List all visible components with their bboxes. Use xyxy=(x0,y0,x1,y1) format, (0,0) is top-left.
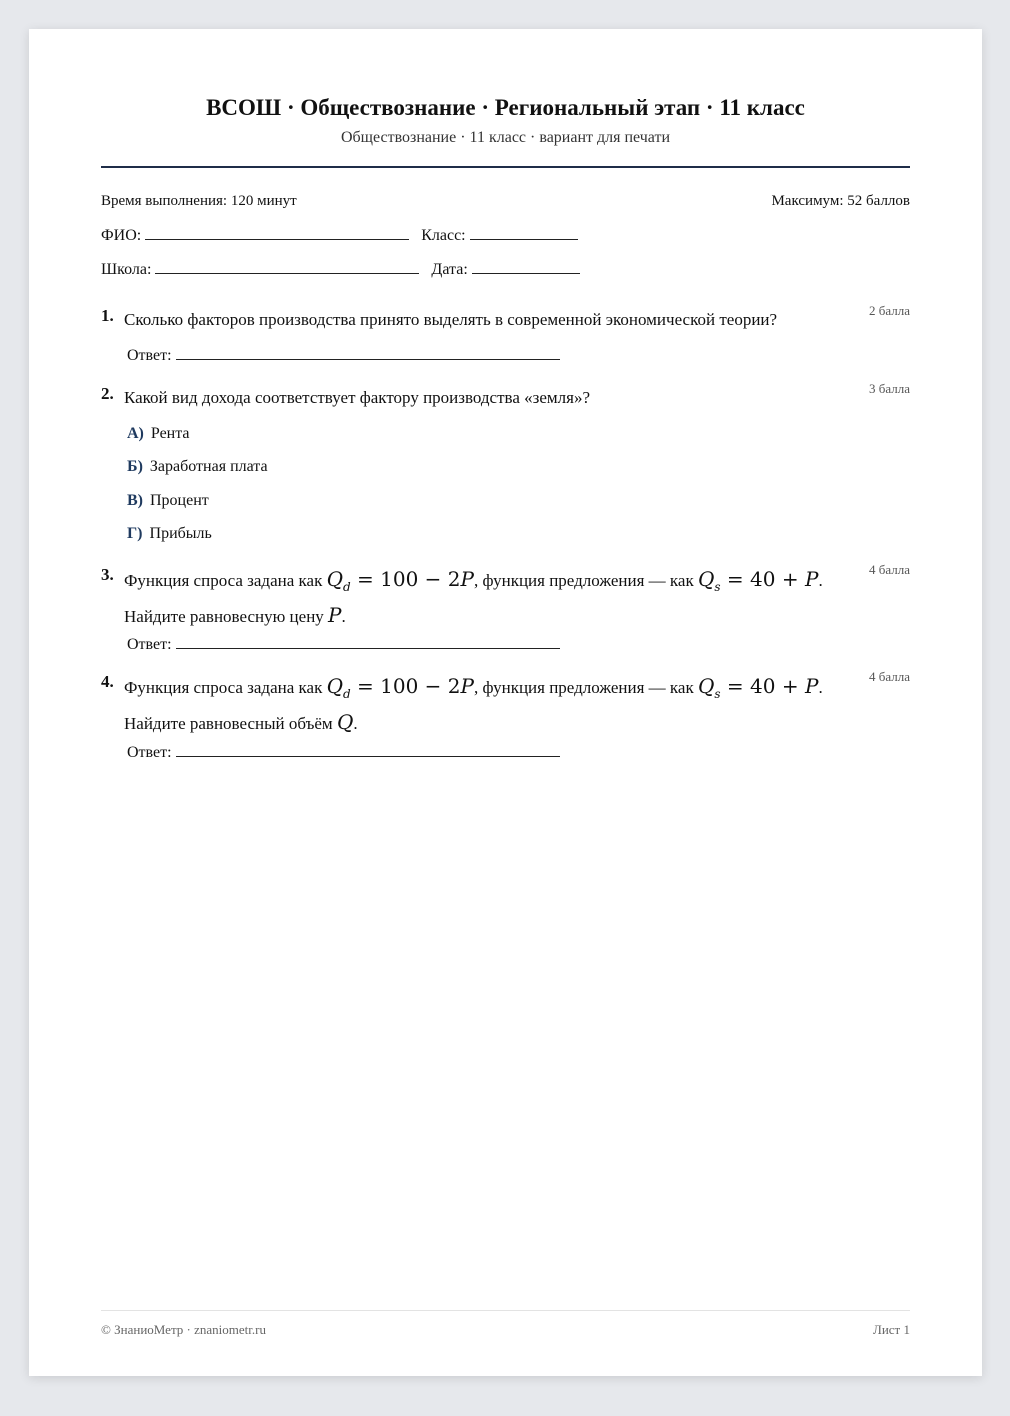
question-points: 2 балла xyxy=(869,303,910,318)
option-c[interactable] xyxy=(127,492,209,510)
supply-formula: $Q_s = 40 + P$ xyxy=(697,567,819,594)
option-text: Рента xyxy=(150,425,190,442)
exam-sheet xyxy=(29,29,982,1376)
option-text: Прибыль xyxy=(149,525,212,542)
page-footer xyxy=(101,1322,910,1338)
answer-label: Ответ: xyxy=(127,636,172,653)
meta-row xyxy=(101,193,910,210)
option-a[interactable] xyxy=(127,425,190,443)
answer-field[interactable] xyxy=(176,742,560,757)
question-points: 4 балла xyxy=(869,669,910,684)
question-points: 4 балла xyxy=(869,562,910,577)
question-number: 2. xyxy=(101,384,114,403)
variable-p: P xyxy=(328,603,342,627)
question-text: Сколько факторов производства принято выделять в современной экономической теории? xyxy=(124,310,778,329)
demand-formula: $Q_d = 100 - 2P$ xyxy=(326,567,474,594)
question-text: Функция спроса задана как $Q_d = 100 - 2P$, функция предложения — как $Q_s = 40 + P$. Найдите равновесный объём Q. xyxy=(124,674,823,734)
option-letter: В) xyxy=(127,492,143,509)
class-field[interactable] xyxy=(470,225,578,240)
demand-formula: $Q_d = 100 - 2P$ xyxy=(326,674,474,701)
question-3 xyxy=(101,562,910,631)
question-4 xyxy=(101,669,910,738)
option-d[interactable] xyxy=(127,525,212,543)
answer-field[interactable] xyxy=(176,634,560,649)
answer-1 xyxy=(127,345,560,365)
option-b[interactable] xyxy=(127,458,268,476)
question-text: Функция спроса задана как $Q_d = 100 - 2P$, функция предложения — как $Q_s = 40 + P$. Найдите равновесную цену P. xyxy=(124,567,823,627)
variable-q: Q xyxy=(336,710,354,734)
answer-4 xyxy=(127,742,560,762)
date-label: Дата: xyxy=(431,261,468,278)
date-field[interactable] xyxy=(472,259,580,274)
answer-label: Ответ: xyxy=(127,744,172,761)
option-text: Процент xyxy=(150,492,209,509)
question-number: 1. xyxy=(101,306,114,325)
question-1 xyxy=(101,303,910,334)
time-limit: Время выполнения: 120 минут xyxy=(101,193,297,209)
question-text-part: Найдите равновесную цену xyxy=(124,607,324,626)
question-2 xyxy=(101,381,910,412)
answer-3 xyxy=(127,634,560,654)
question-text: Какой вид дохода соответствует фактору производства «земля»? xyxy=(124,388,590,407)
answer-label: Ответ: xyxy=(127,347,172,364)
max-score: Максимум: 52 баллов xyxy=(771,193,910,209)
fio-label: ФИО: xyxy=(101,227,142,244)
class-label: Класс: xyxy=(421,227,466,244)
header-divider xyxy=(101,166,910,168)
school-field[interactable] xyxy=(155,259,419,274)
school-date-row xyxy=(101,259,580,279)
option-letter: Б) xyxy=(127,458,143,475)
question-number: 3. xyxy=(101,565,114,584)
question-number: 4. xyxy=(101,672,114,691)
page-title: ВСОШ · Обществознание · Региональный этап · 11 класс xyxy=(206,95,805,120)
school-label: Школа: xyxy=(101,261,152,278)
page-subtitle: Обществознание · 11 класс · вариант для печати xyxy=(340,129,671,146)
question-text-part: , функция предложения — как xyxy=(474,678,694,697)
footer-copyright: © ЗнаниоМетр · znaniometr.ru xyxy=(101,1322,266,1337)
question-text-part: Функция спроса задана как xyxy=(124,678,323,697)
fio-class-row xyxy=(101,225,578,245)
supply-formula: $Q_s = 40 + P$ xyxy=(697,674,819,701)
answer-field[interactable] xyxy=(176,345,560,360)
question-text-part: Найдите равновесный объём xyxy=(124,714,333,733)
question-text-part: Функция спроса задана как xyxy=(124,571,323,590)
option-text: Заработная плата xyxy=(149,458,268,475)
option-letter: Г) xyxy=(127,525,143,542)
page-number: Лист 1 xyxy=(873,1322,910,1337)
fio-field[interactable] xyxy=(145,225,409,240)
question-points: 3 балла xyxy=(869,381,910,396)
footer-divider xyxy=(101,1310,910,1311)
option-letter: А) xyxy=(127,425,144,442)
question-text-part: , функция предложения — как xyxy=(474,571,694,590)
